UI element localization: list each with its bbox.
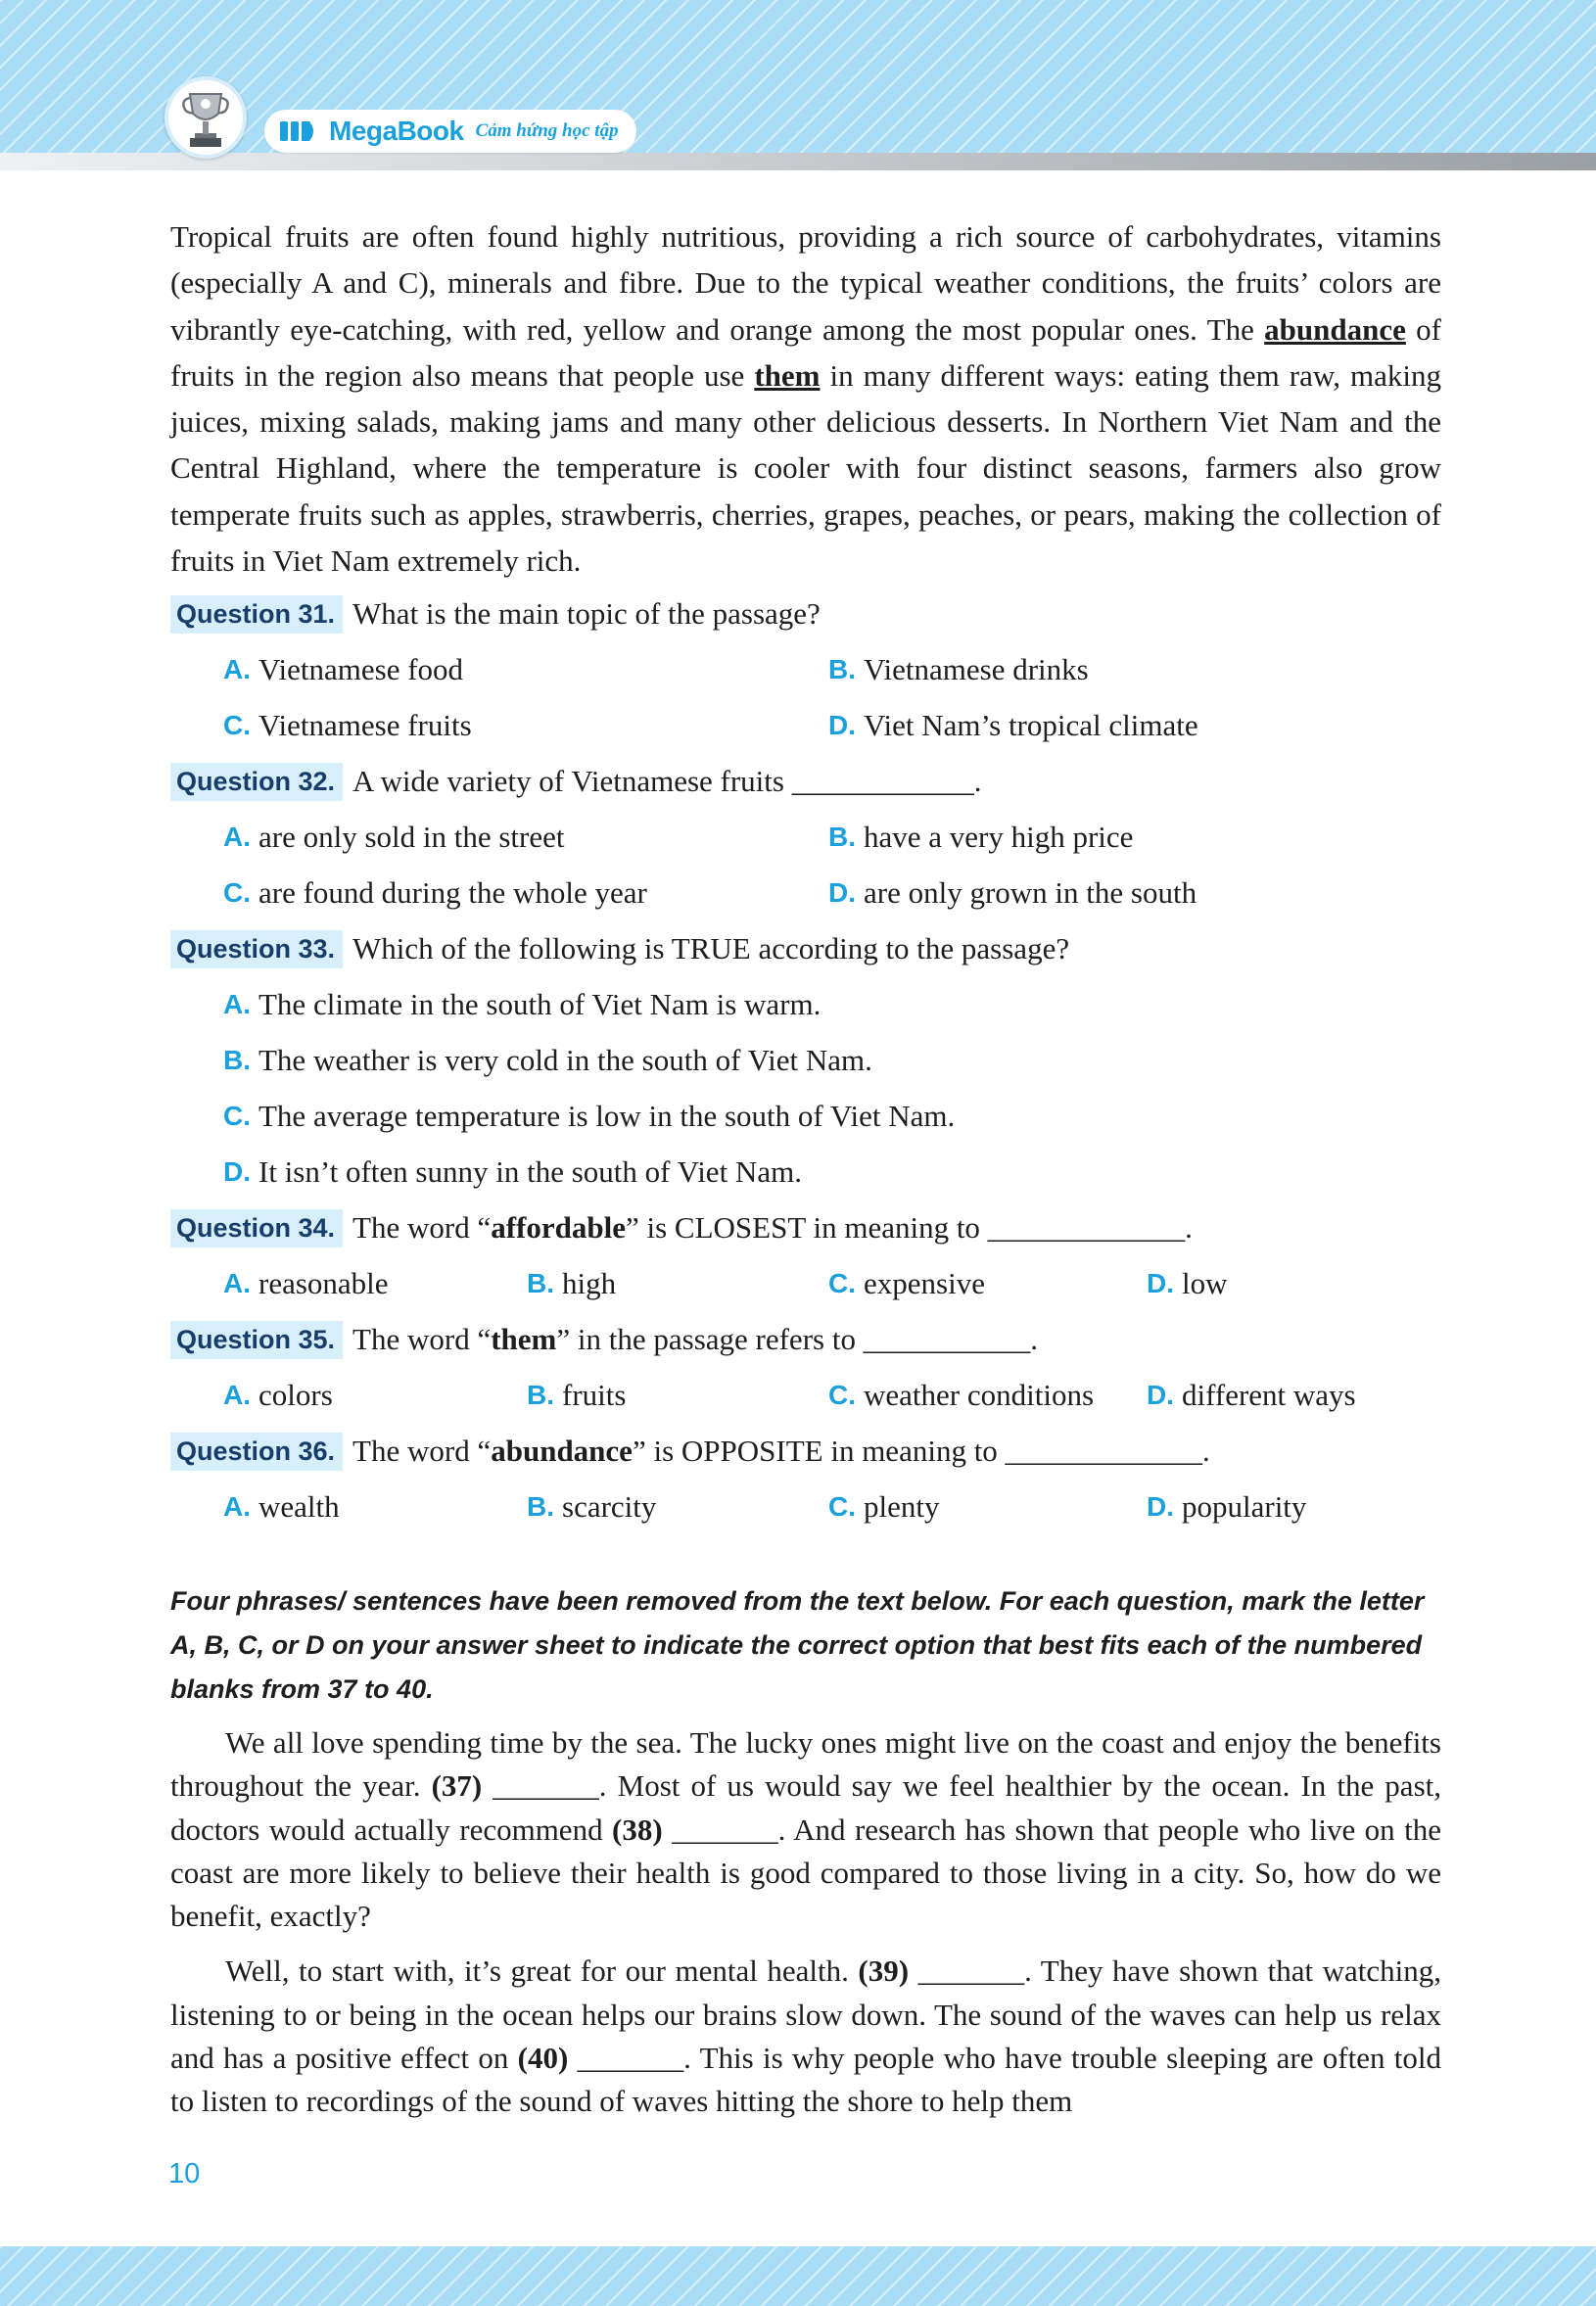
cloze-paragraph-2: Well, to start with, it’s great for our mental health. (39) _______. They have shown that watching, listening to or being in the ocean helps our brains slow down. The sound of the waves can help us relax and has a positive effect on (40) _______. This is why people who have trouble sleeping are often told to listen to recordings of the sound of waves hitting the shore to help them (170, 1953, 1441, 2119)
header-divider (0, 153, 1596, 170)
blank-40-number: (40) (517, 2041, 569, 2076)
question-31 (170, 594, 821, 634)
question-text: What is the main topic of the passage? (352, 596, 821, 631)
underlined-word-them: them (754, 357, 821, 393)
blank-38-number: (38) (612, 1812, 663, 1847)
option-c[interactable]: C. Vietnamese fruits (223, 708, 472, 742)
question-label: Question 33. (170, 930, 343, 968)
option-b[interactable]: B. scarcity (527, 1489, 657, 1524)
page-content (170, 213, 1442, 2119)
option-d[interactable]: D. different ways (1147, 1378, 1356, 1412)
cloze-passage (170, 1721, 1441, 2136)
option-a[interactable]: A. The climate in the south of Viet Nam is warm. (223, 987, 821, 1021)
page-number: 10 (168, 2158, 201, 2189)
reading-passage (170, 213, 1441, 584)
brand-logo (264, 110, 636, 153)
question-32 (170, 762, 981, 801)
question-33 (170, 929, 1069, 968)
option-b[interactable]: B. have a very high price (828, 820, 1134, 854)
option-b[interactable]: B. Vietnamese drinks (828, 652, 1089, 686)
cloze-paragraph-1: We all love spending time by the sea. The lucky ones might live on the coast and enjoy the benefits throughout the year. (37) _______. Most of us would say we feel healthier by the ocean. In the past, doctors would actually recommend (38) _______. And research has shown that people who live on the coast are more likely to believe their health is good compared to those living in a city. So, how do we benefit, exactly? (170, 1725, 1442, 1934)
option-c[interactable]: C. are found during the whole year (223, 875, 647, 910)
option-d[interactable]: D. Viet Nam’s tropical climate (828, 708, 1198, 742)
blank-39-number: (39) (858, 1953, 910, 1989)
question-35 (170, 1320, 1038, 1359)
section-instruction: Four phrases/ sentences have been removed from the text below. For each question, mark the letter A, B, C, or D on your answer sheet to indicate the correct option that best fits each of the numbered blanks from 37 to 40. (170, 1586, 1425, 1704)
option-b[interactable]: B. fruits (527, 1378, 627, 1412)
option-c[interactable]: C. weather conditions (828, 1378, 1095, 1412)
option-c[interactable]: C. plenty (828, 1489, 940, 1524)
keyword: affordable (491, 1210, 626, 1245)
question-36 (170, 1432, 1210, 1471)
passage-paragraph: Tropical fruits are often found highly nutritious, providing a rich source of carbohydrates, vitamins (especially A and C), minerals and fibre. Due to the typical weather conditions, the fruits’ colors are vibrantly eye-catching, with red, yellow and orange among the most popular ones. The abundance of fruits in the region also means that people use them in many different ways: eating them raw, making juices, mixing salads, making jams and many other delicious desserts. In Northern Viet Nam and the Central Highland, where the temperature is cooler with four distinct seasons, farmers also grow temperate fruits such as apples, strawberris, cherries, grapes, peaches, or pears, making the collection of fruits in Viet Nam extremely rich. (170, 219, 1442, 579)
question-text: The word “abundance” is OPPOSITE in meaning to _____________. (352, 1434, 1210, 1468)
question-label: Question 32. (170, 763, 343, 801)
keyword: abundance (491, 1434, 633, 1468)
underlined-word-abundance: abundance (1264, 311, 1406, 347)
question-label: Question 34. (170, 1209, 343, 1247)
question-text: A wide variety of Vietnamese fruits ____________. (352, 764, 982, 798)
option-a[interactable]: A. Vietnamese food (223, 652, 464, 686)
question-label: Question 36. (170, 1433, 343, 1471)
question-text: The word “them” in the passage refers to ___________. (352, 1322, 1038, 1356)
option-d[interactable]: D. It isn’t often sunny in the south of Viet Nam. (223, 1154, 802, 1189)
option-a[interactable]: A. colors (223, 1378, 333, 1412)
keyword: them (491, 1322, 557, 1356)
blank-37-number: (37) (431, 1768, 483, 1804)
option-b[interactable]: B. The weather is very cold in the south of Viet Nam. (223, 1043, 872, 1077)
option-d[interactable]: D. are only grown in the south (828, 875, 1197, 910)
brand-name: MegaBook (329, 116, 464, 146)
option-d[interactable]: D. low (1147, 1266, 1228, 1300)
trophy-logo-icon (164, 76, 247, 159)
book-stripes-icon (280, 118, 319, 144)
option-a[interactable]: A. wealth (223, 1489, 340, 1524)
question-label: Question 31. (170, 595, 343, 634)
brand-tagline: Cảm hứng học tập (475, 120, 619, 141)
option-d[interactable]: D. popularity (1147, 1489, 1307, 1524)
option-b[interactable]: B. high (527, 1266, 617, 1300)
footer-banner (0, 2246, 1596, 2306)
question-text: Which of the following is TRUE according to the passage? (352, 931, 1070, 965)
option-c[interactable]: C. The average temperature is low in the south of Viet Nam. (223, 1099, 956, 1133)
option-a[interactable]: A. reasonable (223, 1266, 389, 1300)
question-34 (170, 1208, 1193, 1247)
option-a[interactable]: A. are only sold in the street (223, 820, 565, 854)
option-c[interactable]: C. expensive (828, 1266, 985, 1300)
question-label: Question 35. (170, 1321, 343, 1359)
question-text: The word “affordable” is CLOSEST in meaning to _____________. (352, 1210, 1193, 1245)
